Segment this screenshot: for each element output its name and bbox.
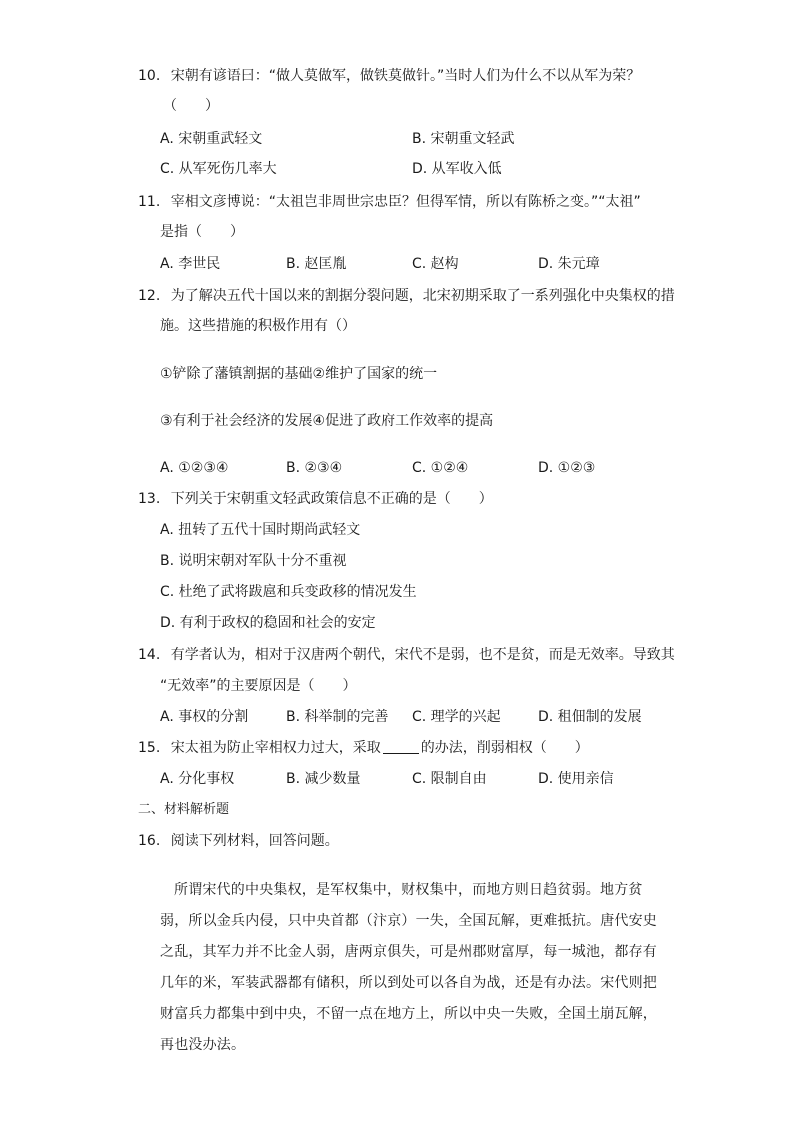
question-stem-end: 的办法，削弱相权（ ） — [420, 740, 589, 756]
question-stem: 宋太祖为防止宰相权力过大，采取 — [170, 740, 381, 756]
question-14 — [138, 645, 675, 665]
option-c[interactable]: C. 从军死伤几率大 — [160, 161, 277, 177]
question-number: 11. — [138, 194, 161, 210]
question-stem: 为了解决五代十国以来的割据分裂问题，北宋初期采取了一系列强化中央集权的措 — [170, 288, 675, 304]
option-a[interactable]: A. 事权的分割 — [160, 709, 249, 725]
material-text: 所谓宋代的中央集权，是军权集中，财权集中，而地方则日趋贫弱。地方贫弱，所以金兵内侵，只中央首都（汴京）一失，全国瓦解，更难抵抗。唐代安史之乱，其军力并不比金人弱，唐两京俱失，可是州郡财富厚，每一城池，都存有几年的米，军装武器都有储积，所以到处可以各自为战，还是有办法。宋代则把财富兵力都集中到中央，不留一点在地方上，所以中央一失败，全国土崩瓦解，再也没办法。 — [160, 882, 657, 1053]
option-a[interactable]: A. 扭转了五代十国时期尚武轻文 — [160, 522, 361, 538]
question-12 — [138, 286, 675, 306]
question-number: 15. — [138, 740, 161, 756]
option-b[interactable]: B. 说明宋朝对军队十分不重视 — [160, 553, 347, 569]
option-a[interactable]: A. 宋朝重武轻文 — [160, 131, 263, 147]
option-c[interactable]: C. 杜绝了武将跋扈和兵变政移的情况发生 — [160, 584, 417, 600]
statement-items-2: ③有利于社会经济的发展④促进了政府工作效率的提高 — [160, 413, 494, 429]
option-a[interactable]: A. ①②③④ — [160, 460, 229, 476]
question-15 — [138, 738, 589, 758]
question-10 — [138, 66, 640, 86]
option-b[interactable]: B. 赵匡胤 — [286, 256, 347, 272]
option-a[interactable]: A. 李世民 — [160, 256, 221, 272]
option-d[interactable]: D. 租佃制的发展 — [538, 709, 642, 725]
option-c[interactable]: C. 限制自由 — [412, 771, 487, 787]
option-b[interactable]: B. 宋朝重文轻武 — [412, 131, 515, 147]
question-number: 13. — [138, 491, 161, 507]
option-c[interactable]: C. 赵构 — [412, 256, 459, 272]
question-stem: 下列关于宋朝重文轻武政策信息不正确的是（ ） — [170, 491, 493, 507]
question-stem-continued: 施。这些措施的积极作用有（） — [160, 318, 356, 334]
answer-parentheses: （ ） — [163, 98, 219, 114]
question-number: 16. — [138, 833, 161, 849]
fill-in-blank[interactable] — [383, 739, 419, 754]
section-title: 二、材料解析题 — [138, 802, 230, 817]
option-d[interactable]: D. ①②③ — [538, 460, 596, 476]
question-16 — [138, 831, 339, 851]
material-passage — [160, 875, 660, 1061]
question-number: 14. — [138, 647, 161, 663]
option-d[interactable]: D. 朱元璋 — [538, 256, 600, 272]
question-11 — [138, 192, 641, 212]
option-b[interactable]: B. 减少数量 — [286, 771, 361, 787]
question-number: 10. — [138, 68, 161, 84]
question-number: 12. — [138, 288, 161, 304]
option-d[interactable]: D. 有利于政权的稳固和社会的安定 — [160, 615, 376, 631]
option-b[interactable]: B. 科举制的完善 — [286, 709, 389, 725]
question-stem-continued: 是指（ ） — [160, 224, 244, 240]
option-a[interactable]: A. 分化事权 — [160, 771, 235, 787]
option-d[interactable]: D. 从军收入低 — [412, 161, 502, 177]
option-c[interactable]: C. ①②④ — [412, 460, 469, 476]
option-c[interactable]: C. 理学的兴起 — [412, 709, 501, 725]
option-b[interactable]: B. ②③④ — [286, 460, 343, 476]
statement-items-1: ①铲除了藩镇割据的基础②维护了国家的统一 — [160, 366, 438, 382]
question-stem: 宰相文彦博说：“太祖岂非周世宗忠臣？但得军情，所以有陈桥之变。”“太祖” — [170, 194, 641, 210]
option-d[interactable]: D. 使用亲信 — [538, 771, 614, 787]
question-stem: 宋朝有谚语曰：“做人莫做军，做铁莫做针。”当时人们为什么不以从军为荣？ — [170, 68, 641, 84]
question-stem: 阅读下列材料，回答问题。 — [170, 833, 339, 849]
question-stem: 有学者认为，相对于汉唐两个朝代，宋代不是弱，也不是贫，而是无效率。导致其 — [170, 647, 675, 663]
question-stem-continued: “无效率”的主要原因是（ ） — [160, 678, 357, 694]
question-13 — [138, 489, 493, 509]
